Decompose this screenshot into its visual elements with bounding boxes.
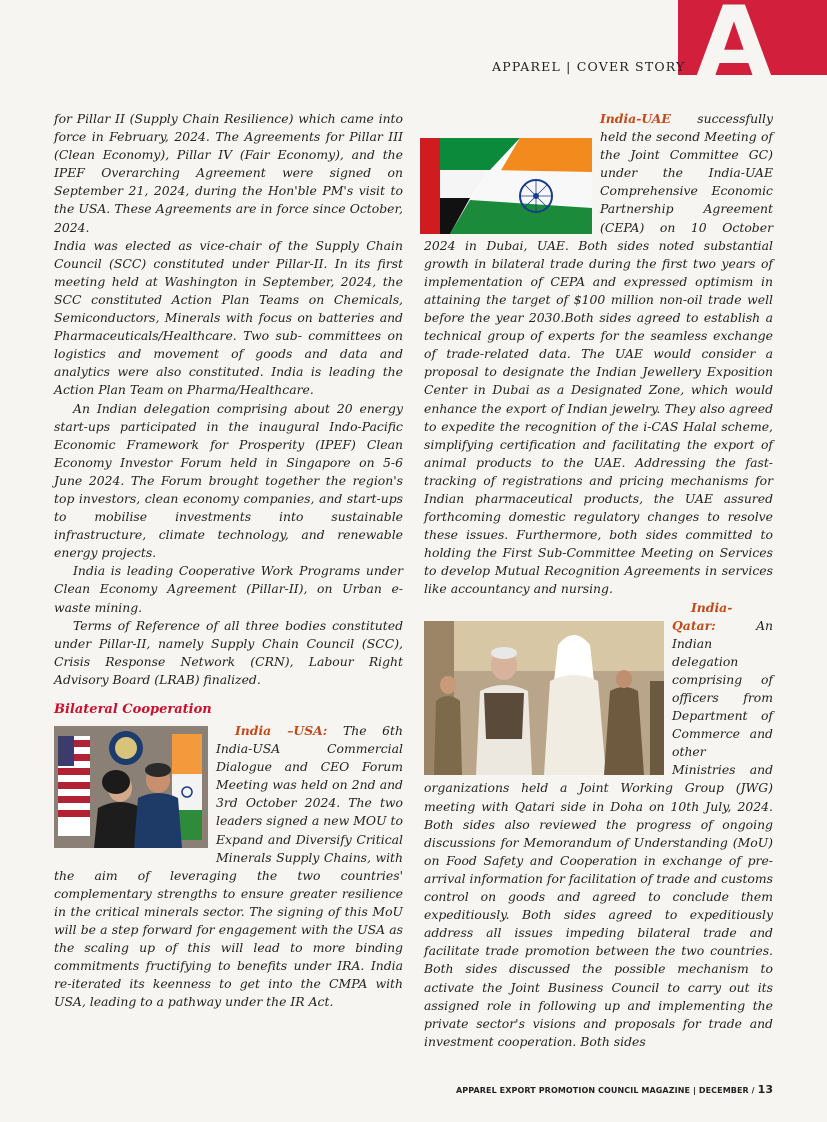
paragraph-supply-chain-council: India was elected as vice-chair of the Supply Chain Council (SCC) constituted under Pillar-II. In its first meeting held at Washington in September, 2024, the SCC constituted Action Plan Teams on Chemicals, Semiconductors, Minerals with focus on batteries and Pharmaceuticals/Healthcare. Two sub- committees on logistics and movement of goods and data and analytics were also constituted. India is leading the Action Plan Team on Pharma/Healthcare.: [54, 237, 403, 398]
india-qatar-photo: [424, 621, 664, 775]
paragraph-pillar-ii: for Pillar II (Supply Chain Resilience) which came into force in February, 2024. The Agreements for Pillar III (Clean Economy), Pillar IV (Fair Economy), and the IPEF Overarching Agreement were signed on September 21, 2024, during the Hon'ble PM's visit to the USA. These Agreements are in force since October, 2024.: [54, 111, 403, 235]
bilateral-cooperation-heading: Bilateral Cooperation: [54, 702, 212, 717]
footer-text: APPAREL EXPORT PROMOTION COUNCIL MAGAZINE | DECEMBER /: [456, 1086, 758, 1095]
india-qatar-label: India-Qatar:: [672, 599, 733, 633]
india-usa-text: The 6th India-USA Commercial Dialogue and CEO Forum Meeting was held on 2nd and 3rd October 2024. The two leaders signed a new MOU to Expand and Diversify Critical Minerals Supply Chains, with the aim of leveraging the two countries' complementary strengths to ensure greater resilience in the critical minerals sector. The signing of this MoU will be a step forward for engagement with the USA as the scaling up of this will lead to more binding commitments fructifying to benefits under IRA. India re-iterated its keenness to get into the CMPA with USA, leading to a pathway under the IR Act.: [54, 723, 404, 1010]
page-footer: [456, 1083, 773, 1096]
magazine-logo-letter: A: [696, 0, 772, 100]
paragraph-cooperative-work: India is leading Cooperative Work Programs under Clean Economy Agreement (Pillar-II), on Urban e-waste mining.: [54, 563, 403, 615]
india-usa-photo: [54, 726, 208, 848]
section-header: APPAREL | COVER STORY: [492, 59, 686, 74]
india-uae-flags-photo: [420, 138, 592, 234]
india-uae-label: India-UAE: [600, 111, 671, 126]
left-column: [54, 110, 403, 689]
page-number: 13: [757, 1083, 774, 1096]
paragraph-clean-economy-forum: An Indian delegation comprising about 20 energy start-ups participated in the inaugural Indo-Pacific Economic Framework for Prosperity (IPEF) Clean Economy Investor Forum held in Singapore on 5-6 June 2024. The Forum brought together the region's top investors, clean economy companies, and start-ups to mobilise investments into sustainable infrastructure, climate technology, and renewable energy projects.: [54, 400, 403, 561]
india-uae-text: successfully held the second Meeting of the Joint Committee GC) under the India-UAE Comprehensive Economic Partnership Agreement (CEPA) on 10 October 2024 in Dubai, UAE. Both sides noted substantial growth in bilateral trade during the first two years of implementation of CEPA and expressed optimism in attaining the target of $100 million non-oil trade well before the year 2030.Both sides agreed to establish a technical group of experts for the seamless exchange of trade-related data. The UAE would consider a proposal to designate the Indian Jewellery Exposition Center in Dubai as a Designated Zone, which would enhance the export of Indian jewelry. They also agreed to expedite the recognition of the i-CAS Halal scheme, simplifying certification and facilitating the export of animal products to the UAE. Addressing the fast-tracking of registrations and pricing mechanisms for Indian pharmaceutical products, the UAE assured forthcoming domestic regulatory changes to resolve these issues. Furthermore, both sides committed to holding the First Sub-Committee Meeting on Services to develop Mutual Recognition Agreements in services like accountancy and nursing.: [424, 111, 773, 597]
right-column: [424, 110, 773, 1051]
india-usa-section: [54, 722, 403, 1012]
india-qatar-text: An Indian delegation comprising of officers from Department of Commerce and other Ministries and organizations held a Joint Working Group (JWG) meeting with Qatari side in Doha on 10th July, 2024. Both sides also reviewed the progress of ongoing discussions for Memorandum of Understanding (MoU) on Food Safety and Cooperation in exchange of pre-arrival information for facilitation of trade and customs control on goods and agreed to conclude them expeditiously. Both sides agreed to expeditiously address all issues impeding bilateral trade and facilitate trade promotion between the two countries. Both sides discussed the possible mechanism to activate the Joint Business Council to carry out its assigned role in following up and implementing the private sector's visions and proposals for trade and investment cooperation. Both sides: [424, 617, 773, 1049]
india-usa-label: India –USA:: [235, 723, 328, 738]
paragraph-terms-of-reference: Terms of Reference of all three bodies constituted under Pillar-II, namely Supply Chain Council (SCC), Crisis Response Network (CRN), Labour Right Advisory Board (LRAB) finalized.: [54, 617, 403, 687]
